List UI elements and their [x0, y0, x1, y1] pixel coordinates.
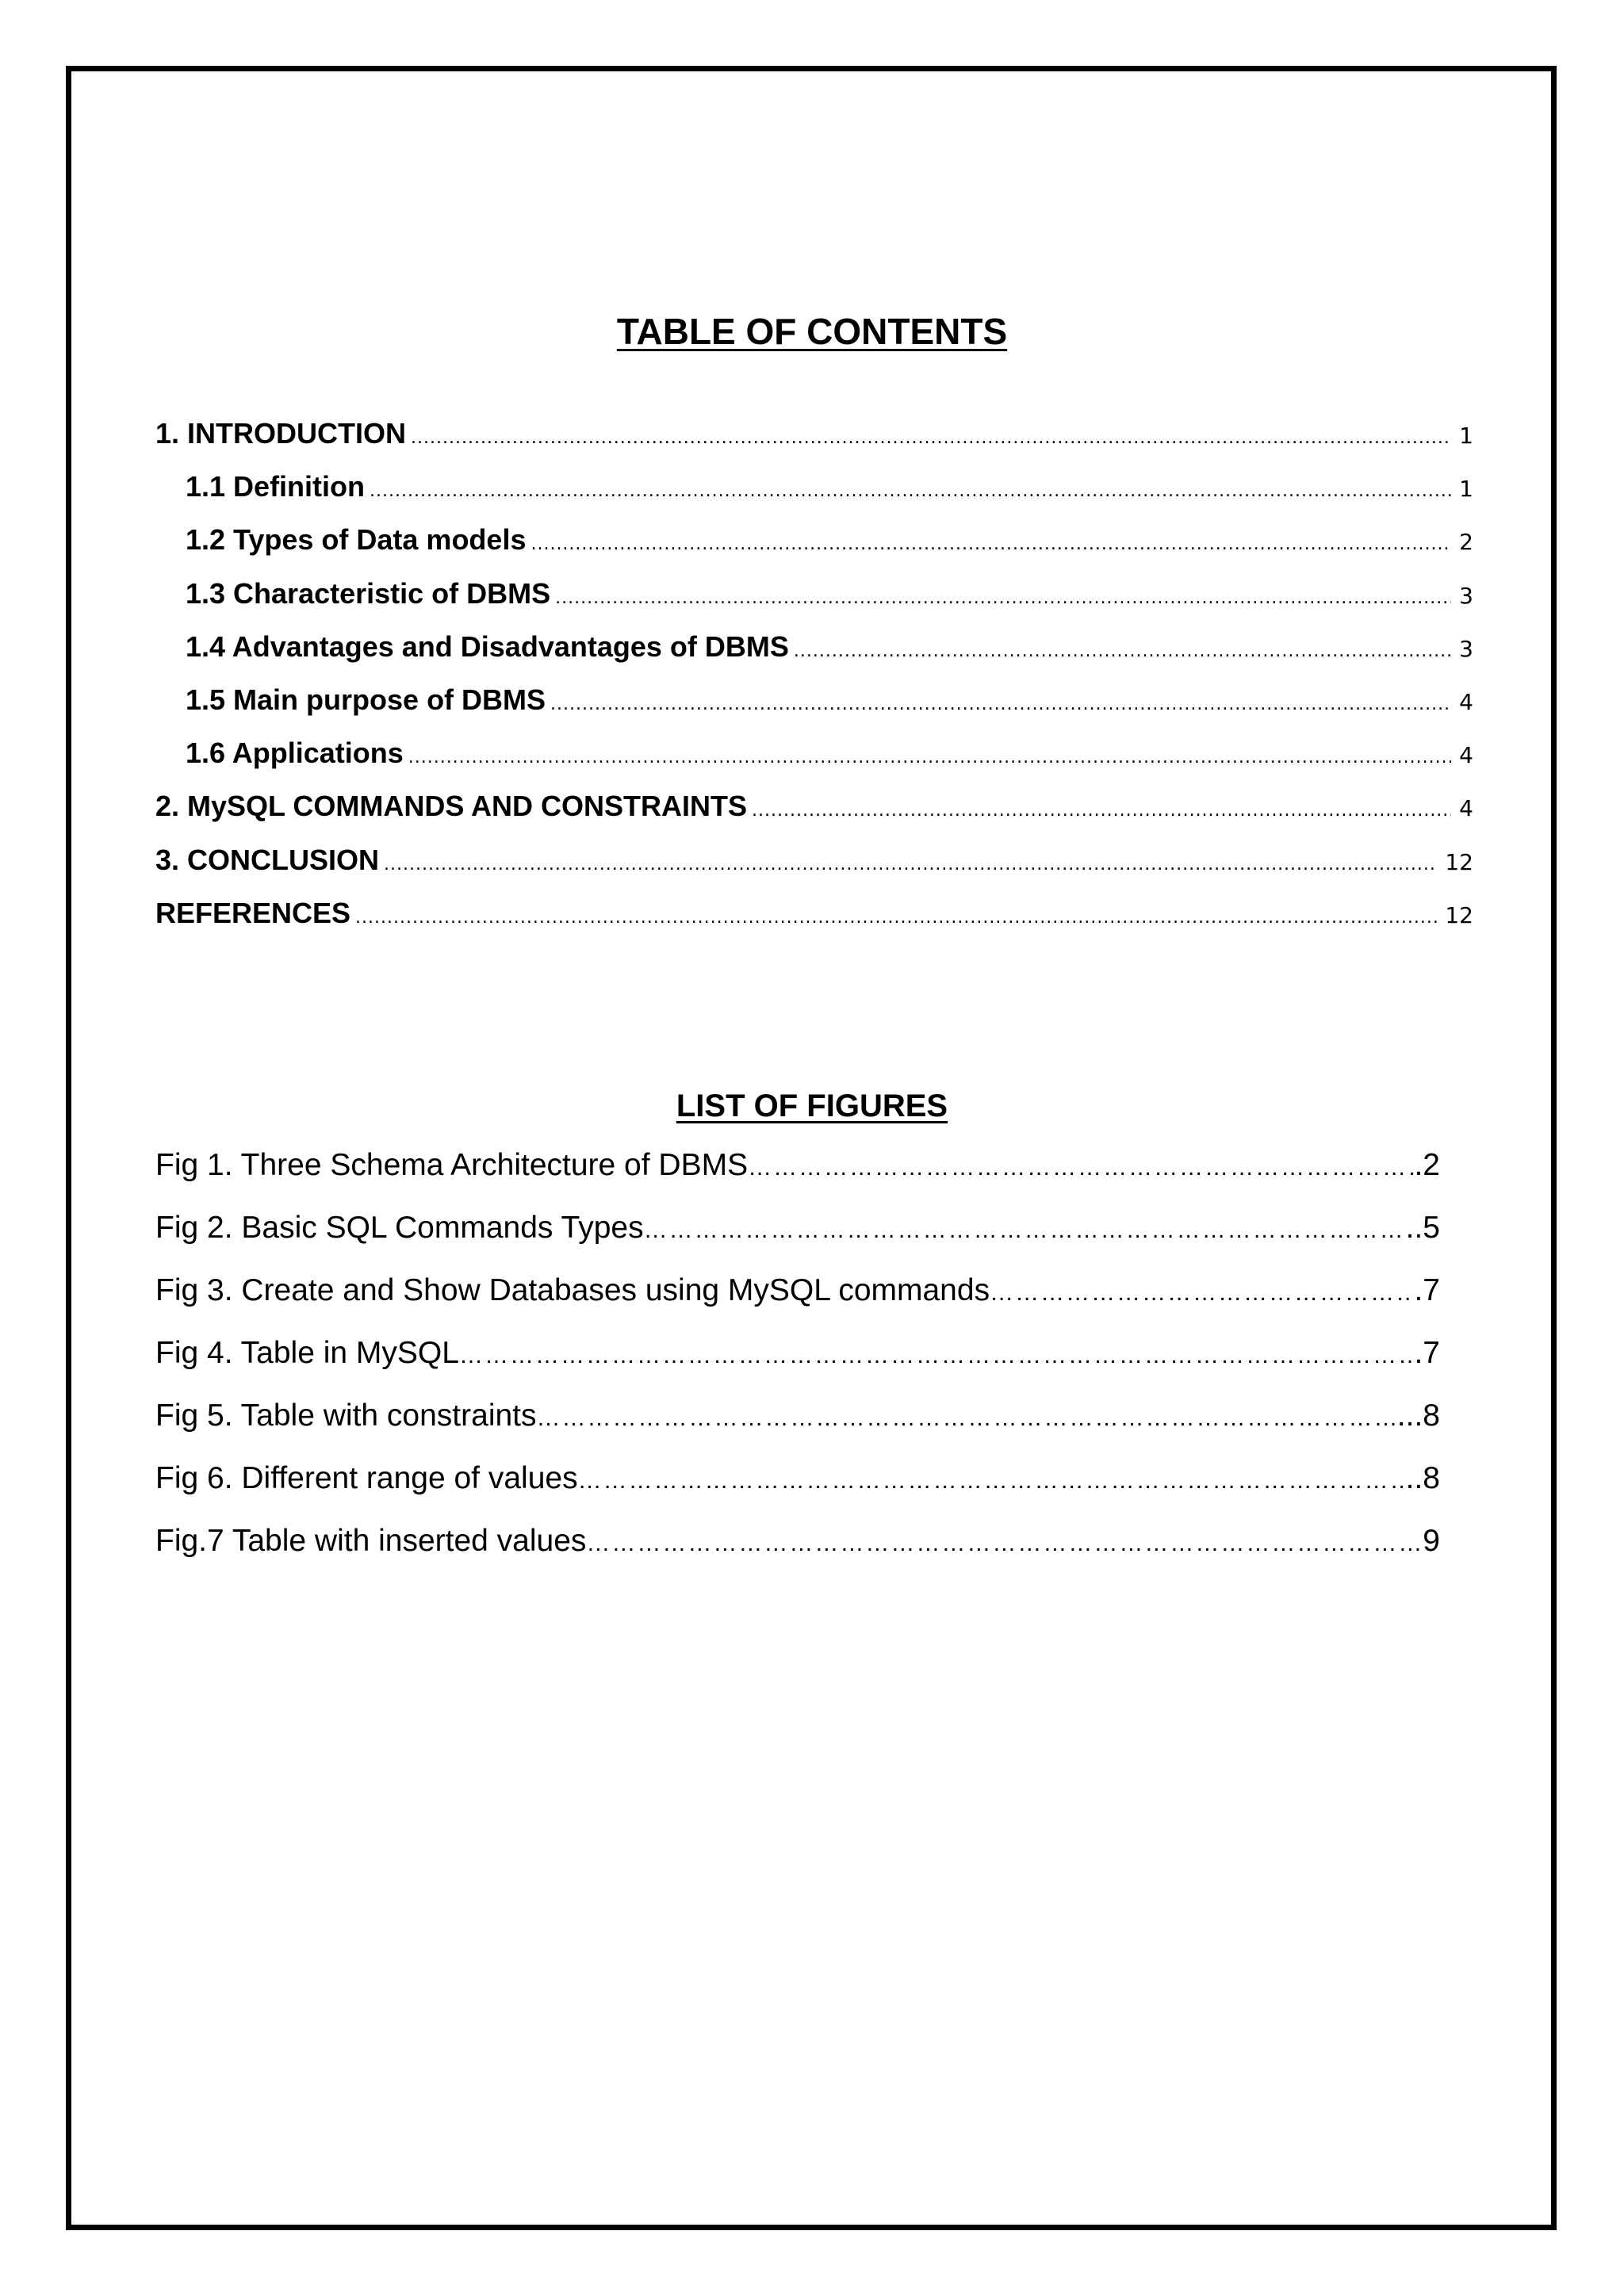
lof-entry-fig-5[interactable]	[155, 1399, 1440, 1461]
dot-leader	[752, 801, 1451, 821]
toc-entry-applications[interactable]	[155, 737, 1473, 790]
lof-heading-text: LIST OF FIGURES	[676, 1089, 948, 1123]
toc-entry-label: REFERENCES	[155, 896, 351, 929]
dot-leader	[644, 1217, 1406, 1244]
lof-heading	[0, 1086, 1624, 1126]
lof-entry-page: 9	[1423, 1524, 1440, 1558]
lof-entry-fig-7[interactable]	[155, 1524, 1440, 1586]
toc-entry-label: 2. MySQL COMMANDS AND CONSTRAINTS	[155, 790, 748, 823]
dot-leader	[794, 641, 1451, 661]
toc-entry-label: 3. CONCLUSION	[155, 843, 380, 876]
toc-entry-characteristic[interactable]	[155, 577, 1473, 630]
toc-list	[155, 417, 1473, 950]
toc-entry-introduction[interactable]	[155, 417, 1473, 470]
dot-leader	[408, 748, 1451, 767]
dot-leader	[748, 1154, 1414, 1181]
lof-entry-label: Fig 4. Table in MySQL	[155, 1336, 459, 1370]
toc-entry-label: 1.5 Main purpose of DBMS	[186, 683, 546, 716]
toc-entry-advantages[interactable]	[155, 630, 1473, 683]
lof-entry-label: Fig 2. Basic SQL Commands Types	[155, 1211, 644, 1245]
dot-leader	[355, 908, 1437, 928]
toc-entry-page: 2	[1459, 529, 1473, 556]
toc-entry-label: 1.1 Definition	[186, 470, 366, 503]
toc-entry-label: 1.3 Characteristic of DBMS	[186, 576, 551, 610]
toc-entry-page: 3	[1459, 635, 1473, 662]
dot-leader	[578, 1468, 1406, 1494]
toc-entry-label: 1.2 Types of Data models	[186, 523, 527, 557]
lof-entry-fig-1[interactable]	[155, 1148, 1440, 1211]
dot-leader	[530, 534, 1451, 554]
toc-entry-page: 4	[1459, 688, 1473, 715]
toc-heading	[0, 309, 1624, 354]
dot-leader	[459, 1342, 1415, 1369]
toc-entry-page: 4	[1459, 795, 1473, 822]
toc-entry-page: 4	[1459, 742, 1473, 769]
dot-leader	[370, 481, 1451, 501]
lof-entry-label: Fig 3. Create and Show Databases using MySQL commands	[155, 1273, 990, 1307]
lof-entry-label: Fig 1. Three Schema Architecture of DBMS	[155, 1148, 749, 1182]
lof-entry-fig-6[interactable]	[155, 1461, 1440, 1524]
lof-entry-page: ...8	[1396, 1399, 1440, 1433]
lof-entry-page: .7	[1414, 1273, 1440, 1307]
toc-entry-definition[interactable]	[155, 470, 1473, 523]
toc-entry-types-of-data-models[interactable]	[155, 523, 1473, 576]
lof-entry-label: Fig 5. Table with constraints	[155, 1399, 537, 1433]
toc-entry-page: 12	[1445, 901, 1473, 928]
dot-leader	[990, 1280, 1414, 1307]
toc-entry-page: 1	[1459, 476, 1473, 503]
lof-entry-label: Fig.7 Table with inserted values	[155, 1524, 587, 1558]
dot-leader	[550, 695, 1451, 714]
toc-entry-page: 1	[1459, 423, 1473, 449]
lof-entry-fig-3[interactable]	[155, 1273, 1440, 1336]
lof-entry-page: ..5	[1405, 1211, 1440, 1245]
toc-entry-page: 3	[1459, 582, 1473, 609]
toc-entry-main-purpose[interactable]	[155, 683, 1473, 737]
dot-leader	[586, 1530, 1423, 1557]
lof-list	[155, 1148, 1440, 1586]
lof-entry-fig-4[interactable]	[155, 1336, 1440, 1399]
toc-entry-mysql-commands[interactable]	[155, 790, 1473, 843]
dot-leader	[411, 428, 1451, 448]
dot-leader	[537, 1405, 1397, 1432]
lof-entry-label: Fig 6. Different range of values	[155, 1461, 578, 1495]
toc-entry-label: 1.4 Advantages and Disadvantages of DBMS	[186, 629, 789, 663]
dot-leader	[555, 588, 1451, 608]
toc-entry-label: 1.6 Applications	[186, 737, 404, 770]
lof-entry-fig-2[interactable]	[155, 1211, 1440, 1273]
dot-leader	[384, 855, 1437, 874]
toc-entry-page: 12	[1445, 848, 1473, 875]
toc-heading-text: TABLE OF CONTENTS	[616, 311, 1008, 352]
toc-entry-references[interactable]	[155, 897, 1473, 950]
toc-entry-label: 1. INTRODUCTION	[155, 417, 407, 450]
toc-entry-conclusion[interactable]	[155, 844, 1473, 897]
lof-entry-page: .2	[1414, 1148, 1440, 1182]
lof-entry-page: ..8	[1405, 1461, 1440, 1495]
lof-entry-page: .7	[1414, 1336, 1440, 1370]
